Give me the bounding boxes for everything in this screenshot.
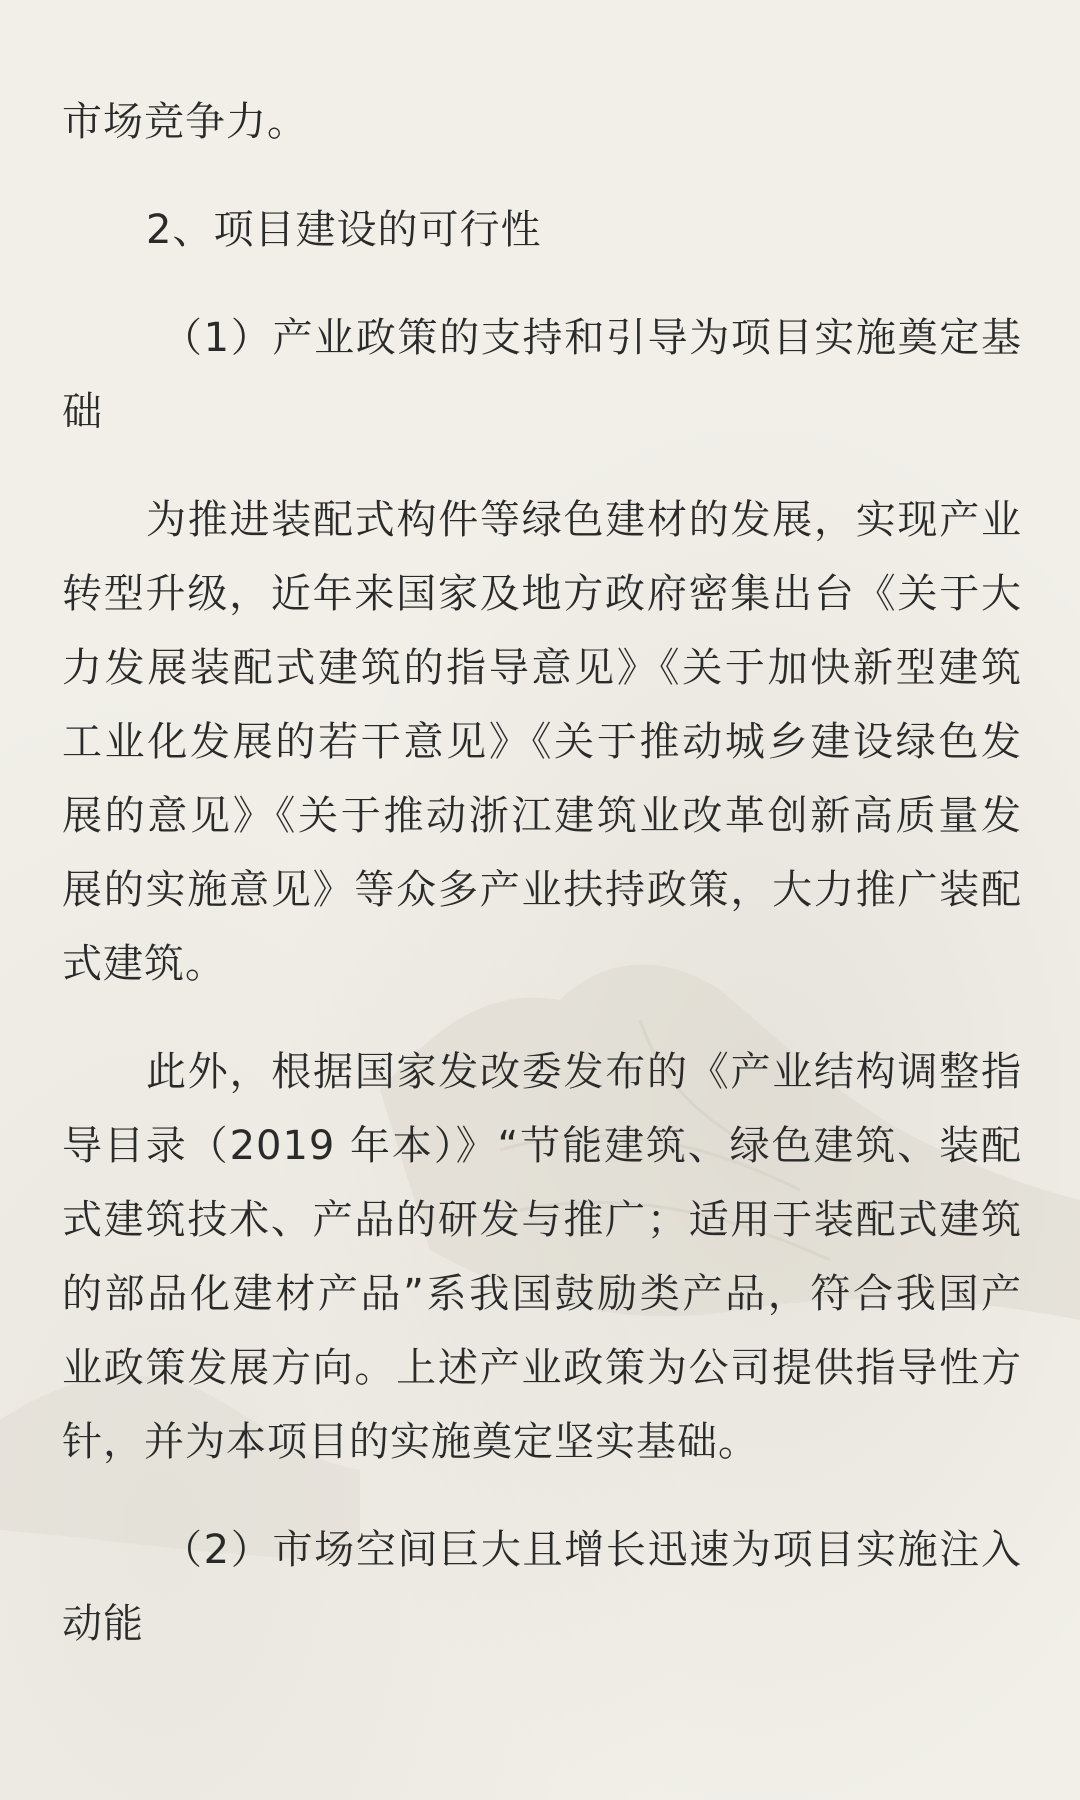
paragraph-policy: 为推进装配式构件等绿色建材的发展，实现产业转型升级，近年来国家及地方政府密集出台《关于大力发展装配式建筑的指导意见》《关于加快新型建筑工业化发展的若干意见》《关于推动城乡建设绿色发展的意见》《关于推动浙江建筑业改革创新高质量发展的实施意见》等众多产业扶持政策，大力推广装配式建筑。 (62, 497, 1022, 987)
paragraph-continuation: 市场竞争力。 (62, 99, 308, 145)
subsection-heading-2: （2）市场空间巨大且增长迅速为项目实施注入动能 (62, 1527, 1022, 1647)
document-body (62, 85, 1022, 1661)
section-heading: 2、项目建设的可行性 (146, 207, 542, 253)
subsection-heading-1: （1）产业政策的支持和引导为项目实施奠定基础 (62, 315, 1022, 435)
paragraph-catalog: 此外，根据国家发改委发布的《产业结构调整指导目录（2019 年本）》“节能建筑、绿色建筑、装配式建筑技术、产品的研发与推广；适用于装配式建筑的部品化建材产品”系我国鼓励类产品，符合我国产业政策发展方向。上述产业政策为公司提供指导性方针，并为本项目的实施奠定坚实基础。 (62, 1049, 1022, 1465)
